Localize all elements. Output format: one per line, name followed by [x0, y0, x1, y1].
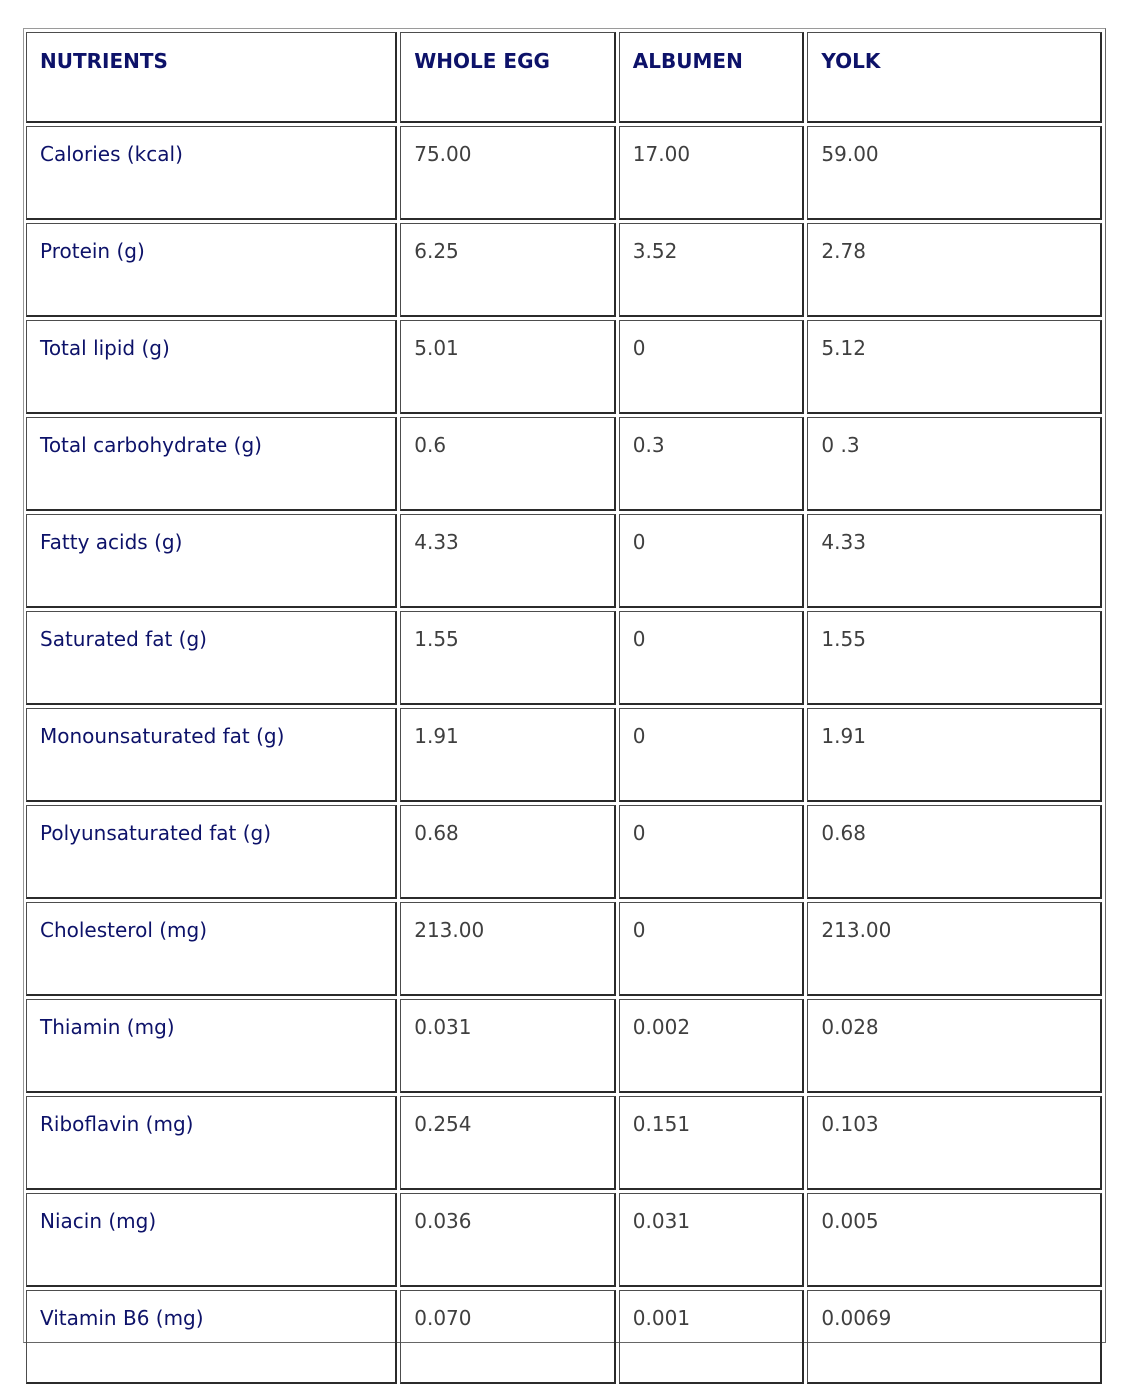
table-row — [26, 708, 1102, 802]
nutrient-name: Calories (kcal) — [26, 126, 397, 220]
yolk-value: 2.78 — [807, 223, 1102, 317]
nutrient-table — [23, 29, 1105, 1387]
albumen-value: 3.52 — [619, 223, 805, 317]
albumen-value: 0.001 — [619, 1290, 805, 1384]
table-row — [26, 902, 1102, 996]
nutrient-name: Vitamin B6 (mg) — [26, 1290, 397, 1384]
whole-egg-value: 0.6 — [400, 417, 616, 511]
albumen-value: 0.002 — [619, 999, 805, 1093]
table-row — [26, 999, 1102, 1093]
whole-egg-value: 213.00 — [400, 902, 616, 996]
albumen-value: 0 — [619, 514, 805, 608]
yolk-value: 0 .3 — [807, 417, 1102, 511]
nutrient-name: Saturated fat (g) — [26, 611, 397, 705]
table-row — [26, 1290, 1102, 1384]
whole-egg-value: 1.55 — [400, 611, 616, 705]
yolk-value: 0.005 — [807, 1193, 1102, 1287]
table-row — [26, 223, 1102, 317]
yolk-value: 1.55 — [807, 611, 1102, 705]
nutrient-name: Total carbohydrate (g) — [26, 417, 397, 511]
whole-egg-value: 5.01 — [400, 320, 616, 414]
albumen-value: 0.151 — [619, 1096, 805, 1190]
albumen-value: 0.031 — [619, 1193, 805, 1287]
nutrient-name: Protein (g) — [26, 223, 397, 317]
whole-egg-value: 75.00 — [400, 126, 616, 220]
yolk-value: 4.33 — [807, 514, 1102, 608]
albumen-value: 0 — [619, 902, 805, 996]
yolk-value: 0.028 — [807, 999, 1102, 1093]
table-row — [26, 320, 1102, 414]
header-nutrients: NUTRIENTS — [26, 32, 397, 123]
nutrient-name: Polyunsaturated fat (g) — [26, 805, 397, 899]
table-row — [26, 1096, 1102, 1190]
table-row — [26, 417, 1102, 511]
albumen-value: 0 — [619, 708, 805, 802]
nutrient-name: Niacin (mg) — [26, 1193, 397, 1287]
nutrient-name: Cholesterol (mg) — [26, 902, 397, 996]
whole-egg-value: 0.036 — [400, 1193, 616, 1287]
header-whole-egg: WHOLE EGG — [400, 32, 616, 123]
whole-egg-value: 1.91 — [400, 708, 616, 802]
whole-egg-value: 0.68 — [400, 805, 616, 899]
nutrient-name: Total lipid (g) — [26, 320, 397, 414]
table-row — [26, 126, 1102, 220]
table-row — [26, 1193, 1102, 1287]
header-yolk: YOLK — [807, 32, 1102, 123]
yolk-value: 0.68 — [807, 805, 1102, 899]
yolk-value: 0.0069 — [807, 1290, 1102, 1384]
albumen-value: 17.00 — [619, 126, 805, 220]
header-row — [26, 32, 1102, 123]
nutrient-name: Monounsaturated fat (g) — [26, 708, 397, 802]
table-row — [26, 805, 1102, 899]
yolk-value: 5.12 — [807, 320, 1102, 414]
whole-egg-value: 0.031 — [400, 999, 616, 1093]
whole-egg-value: 4.33 — [400, 514, 616, 608]
albumen-value: 0 — [619, 805, 805, 899]
nutrient-name: Thiamin (mg) — [26, 999, 397, 1093]
nutrient-table-frame — [23, 28, 1106, 1343]
whole-egg-value: 0.070 — [400, 1290, 616, 1384]
nutrient-name: Riboflavin (mg) — [26, 1096, 397, 1190]
albumen-value: 0 — [619, 320, 805, 414]
nutrient-name: Fatty acids (g) — [26, 514, 397, 608]
albumen-value: 0 — [619, 611, 805, 705]
yolk-value: 0.103 — [807, 1096, 1102, 1190]
table-row — [26, 611, 1102, 705]
yolk-value: 213.00 — [807, 902, 1102, 996]
whole-egg-value: 6.25 — [400, 223, 616, 317]
yolk-value: 59.00 — [807, 126, 1102, 220]
table-row — [26, 514, 1102, 608]
yolk-value: 1.91 — [807, 708, 1102, 802]
header-albumen: ALBUMEN — [619, 32, 805, 123]
whole-egg-value: 0.254 — [400, 1096, 616, 1190]
albumen-value: 0.3 — [619, 417, 805, 511]
